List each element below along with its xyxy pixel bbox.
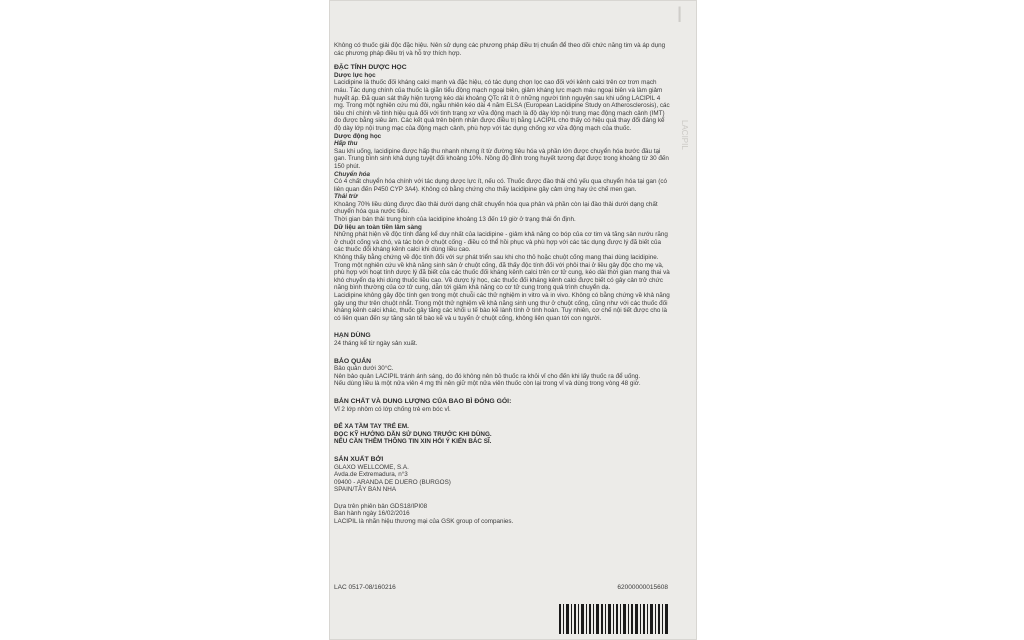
manufacturer-name: GLAXO WELLCOME, S.A.	[334, 463, 409, 471]
warning-children: ĐỂ XA TẦM TAY TRẺ EM.	[334, 423, 409, 431]
manufacturer-city: 09400 - ARANDA DE DUERO (BURGOS)	[334, 478, 451, 486]
manufacturer-heading: SẢN XUẤT BỞI	[334, 455, 384, 463]
storage-heading: BẢO QUẢN	[334, 357, 372, 365]
metabolism-text: Có 4 chất chuyển hóa chính với tác dụng dược lực ít, nếu có. Thuốc được đào thải chủ yếu qua chuyển hóa tại gan (có liên quan đến P450 CYP 3A4). Không có bằng chứng cho thấy lacidipine gây cảm ứng hay ức chế men gan.	[334, 178, 667, 193]
pharmacokinetics-heading: Dược động học	[334, 132, 382, 140]
pharmacodynamics-heading: Dược lực học	[334, 71, 376, 79]
reference-date: Ban hành ngày 16/02/2016	[334, 510, 410, 518]
shelf-life-text: 24 tháng kể từ ngày sản xuất.	[334, 339, 418, 347]
absorption-text: Sau khi uống, lacidipine được hấp thu nhanh nhưng ít từ đường tiêu hóa và phần lớn được chuyển hóa bước đầu tại gan. Trung bình sinh khả dụng tuyệt đối khoảng 10%. Nồng độ đỉnh trong huyết tương đạt được trong khoảng từ 30 đến 150 phút.	[334, 147, 669, 170]
trademark-note: LACIPIL là nhãn hiệu thương mại của GSK group of companies.	[334, 518, 514, 526]
warning-ask-doctor: NẾU CẦN THÊM THÔNG TIN XIN HỎI Ý KIẾN BÁC SĨ.	[334, 438, 492, 446]
document-codes	[334, 584, 668, 594]
barcode-number: 62000000015608	[617, 584, 668, 591]
elimination-text-2: Thời gian bán thải trung bình của lacidipine khoảng 13 đến 19 giờ ở trạng thái ổn định.	[334, 216, 576, 224]
leaflet-page	[329, 0, 697, 640]
packaging-heading: BẢN CHẤT VÀ DUNG LƯỢNG CỦA BAO BÌ ĐÓNG GÓI:	[334, 397, 512, 405]
preclinical-safety-heading: Dữ liệu an toàn tiền lâm sàng	[334, 223, 422, 231]
preclinical-safety-text-1: Những phát hiện về độc tính đáng kể duy nhất của lacidipine - giảm khả năng co bóp của cơ tim và tăng sản nướu răng ở chuột cống và chó, và tác bón ở chuột cống - điều có thể hồi phục và phù hợp với các tác dụng được lý đã biết của các thuốc đối kháng kênh calci khi dùng liều cao.	[334, 231, 668, 254]
packaging-text: Vỉ 2 lớp nhôm có lớp chống trẻ em bóc vỉ.	[334, 405, 451, 413]
elimination-heading: Thải trừ	[334, 193, 358, 201]
bleed-through-brand: LACIPIL	[680, 120, 689, 150]
leaflet-content	[334, 42, 672, 526]
pharmacodynamics-text: Lacidipine là thuốc đối kháng calci mạnh và đặc hiệu, có tác dụng chọn lọc cao đối với kênh calci trên cơ trơn mạch máu. Tác dụng chính của thuốc là giãn tiểu động mạch ngoại biên, giảm kháng lực mạch máu ngoại biên và làm giảm huyết áp. Đã quan sát thấy hiện tượng kéo dài khoảng QTc rất ít ở những người tình nguyện sau khi uống LACIPIL 4 mg. Trong một nghiên cứu mù đôi, ngẫu nhiên kéo dài 4 năm ELSA (European Lacidipine Study on Atherosclerosis), các tiêu chí chính về tính hiệu quả đối với tình trạng xơ vữa động mạch là độ dày lớp nội trung mạc động mạch cảnh (IMT) đo được bằng siêu âm. Các kết quả trên bệnh nhân được điều trị bằng LACIPIL cho thấy có hiệu quả thay đổi đáng kể độ dày lớp nội trung mạc của động mạch cảnh, phù hợp với tác dụng chống xơ vữa động mạch của thuốc.	[334, 79, 670, 132]
metabolism-heading: Chuyển hóa	[334, 170, 371, 178]
overdose-text: Không có thuốc giải độc đặc hiệu. Nên sử dụng các phương pháp điều trị chuẩn để theo dõi chức năng tim và áp dụng các phương pháp điều trị và hỗ trợ thích hợp.	[334, 42, 666, 57]
elimination-text-1: Khoảng 70% liều dùng được đào thải dưới dạng chất chuyển hóa qua phân và phần còn lại đào thải dưới dạng chất chuyển hóa qua nước tiểu.	[334, 200, 658, 216]
shelf-life-heading: HẠN DÙNG	[334, 332, 371, 340]
bleed-through-mark: I	[676, 2, 684, 27]
absorption-heading: Hấp thu	[334, 140, 358, 148]
storage-text-1: Bảo quản dưới 30°C.	[334, 365, 394, 373]
leaflet-code: LAC 0517-08/160216	[334, 584, 396, 591]
storage-text-3: Nếu dùng liều là một nửa viên 4 mg thì nên giữ một nửa viên thuốc còn lại trong vỉ và dùng trong vòng 48 giờ.	[334, 380, 641, 388]
preclinical-safety-text-2: Không thấy bằng chứng về độc tính đối với sự phát triển sau khi cho thỏ hoặc chuột cống mang thai dùng lacidipine. Trong một nghiên cứu về khả năng sinh sản ở chuột cống, đã thấy độc tính đối với phôi thai ở liều gây độc cho mẹ và, phù hợp với hoạt tính dược lý đã biết của các thuốc đối kháng kênh calci trên cơ tử cung, kéo dài thời gian mang thai và khó chuyển dạ khi dùng thuốc liều cao. Về dược lý học, các thuốc đối kháng kênh calci được biết có gây cản trở chức năng bình thường của cơ tử cung, dẫn tới giảm khả năng co cơ tử cung trong quá trình chuyển dạ.	[334, 254, 670, 292]
warning-read-instructions: ĐỌC KỸ HƯỚNG DẪN SỬ DỤNG TRƯỚC KHI DÙNG.	[334, 430, 492, 438]
manufacturer-street: Avda.de Extremadura, n°3	[334, 471, 408, 479]
barcode	[559, 604, 669, 634]
reference-version: Dựa trên phiên bản GDS18/IPI08	[334, 502, 428, 510]
manufacturer-country: SPAIN/TÂY BAN NHA	[334, 486, 397, 494]
preclinical-safety-text-3: Lacidipine không gây độc tính gen trong một chuỗi các thử nghiệm in vitro và in vivo. Không có bằng chứng về khả năng gây ung thư trên chuột nhắt. Trong một thử nghiệm về khả năng sinh ung thư ở chuột cống, cũng như với các thuốc đối kháng kênh calci khác, thuốc gây tăng các khối u tế bào kẽ lành tính ở tinh hoàn. Tuy nhiên, cơ chế nội tiết được cho là có liên quan đến sự tăng sản tế bào kẽ và u tuyến ở chuột cống, không liên quan tới con người.	[334, 292, 670, 322]
storage-text-2: Nên bảo quản LACIPIL tránh ánh sáng, do đó không nên bỏ thuốc ra khỏi vỉ cho đến khi lấy thuốc ra để uống.	[334, 372, 641, 380]
pharmacology-heading: ĐẶC TÍNH DƯỢC HỌC	[334, 64, 407, 72]
